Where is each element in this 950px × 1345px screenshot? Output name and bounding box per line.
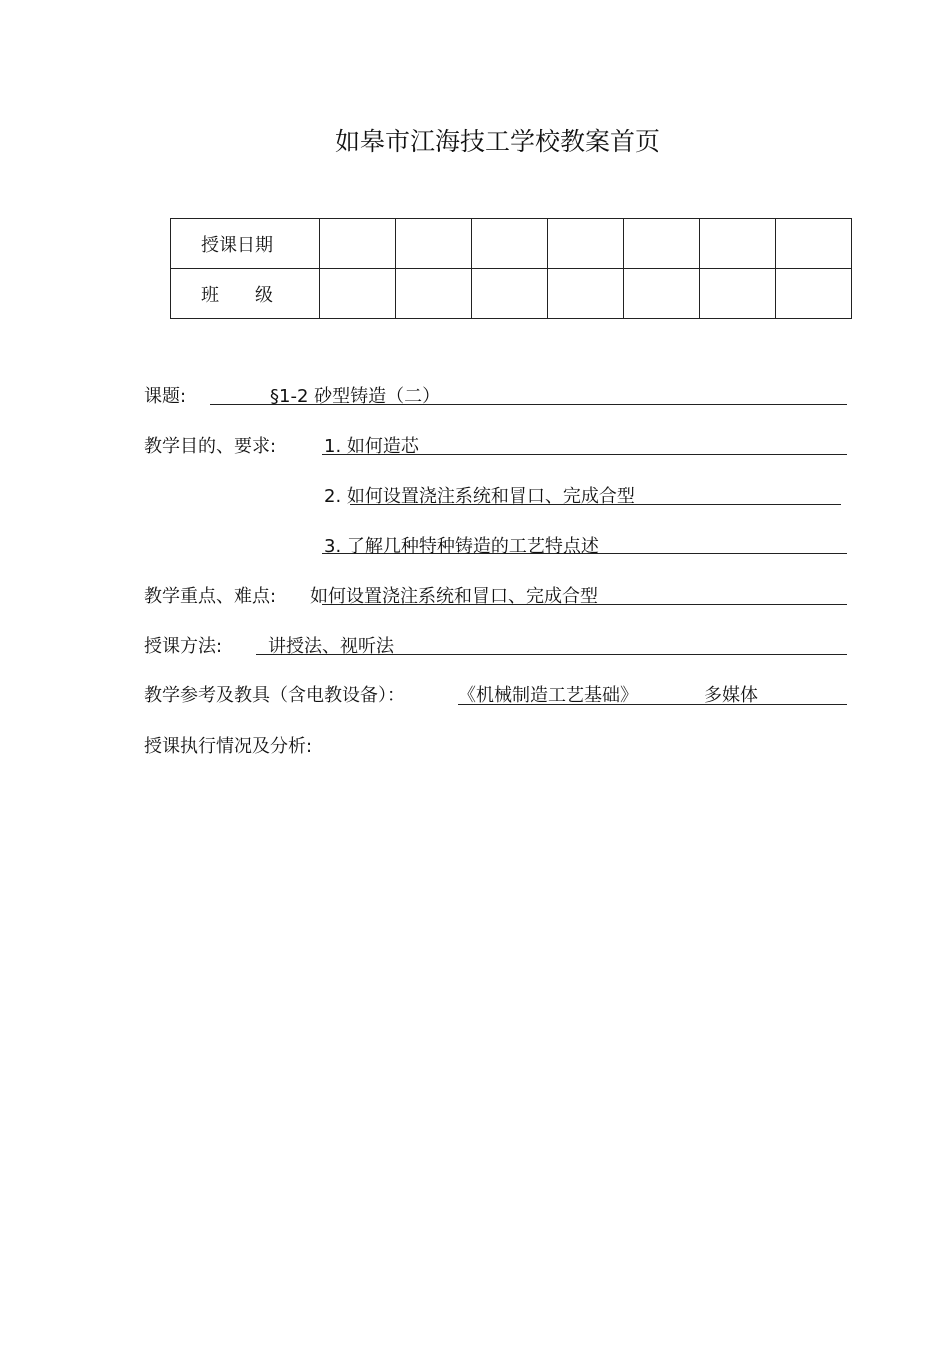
method-label: 授课方法:	[144, 636, 223, 657]
topic-label: 课题:	[144, 386, 187, 407]
table-cell	[776, 269, 852, 319]
key-points-label: 教学重点、难点:	[144, 586, 277, 607]
table-cell	[776, 219, 852, 269]
reference-label: 教学参考及教具（含电教设备）：	[144, 685, 405, 706]
reference-value: 《机械制造工艺基础》	[458, 685, 638, 706]
topic-value: §1-2 砂型铸造（二）	[270, 386, 441, 407]
reference-extra: 多媒体	[704, 685, 758, 706]
table-cell	[396, 219, 472, 269]
objective-2: 2. 如何设置浇注系统和冒口、完成合型	[324, 486, 635, 507]
table-cell	[700, 219, 776, 269]
method-value: 讲授法、视听法	[268, 636, 394, 657]
table-cell	[472, 219, 548, 269]
objective-3: 3. 了解几种特种铸造的工艺特点述	[324, 536, 599, 557]
table-cell	[320, 219, 396, 269]
key-points-value: 如何设置浇注系统和冒口、完成合型	[310, 586, 598, 607]
table-cell	[548, 269, 624, 319]
execution-label: 授课执行情况及分析:	[144, 736, 313, 757]
schedule-table	[170, 218, 852, 319]
table-row	[171, 219, 852, 269]
table-cell	[700, 269, 776, 319]
objectives-label: 教学目的、要求:	[144, 436, 277, 457]
table-cell	[624, 269, 700, 319]
class-label: 班 级	[171, 269, 320, 319]
table-cell	[320, 269, 396, 319]
table-cell	[472, 269, 548, 319]
table-row	[171, 269, 852, 319]
objective-1: 1. 如何造芯	[324, 436, 419, 457]
table-cell	[624, 219, 700, 269]
table-cell	[396, 269, 472, 319]
table-cell	[548, 219, 624, 269]
page-title: 如皋市江海技工学校教案首页	[334, 127, 660, 156]
date-label: 授课日期	[171, 219, 320, 269]
